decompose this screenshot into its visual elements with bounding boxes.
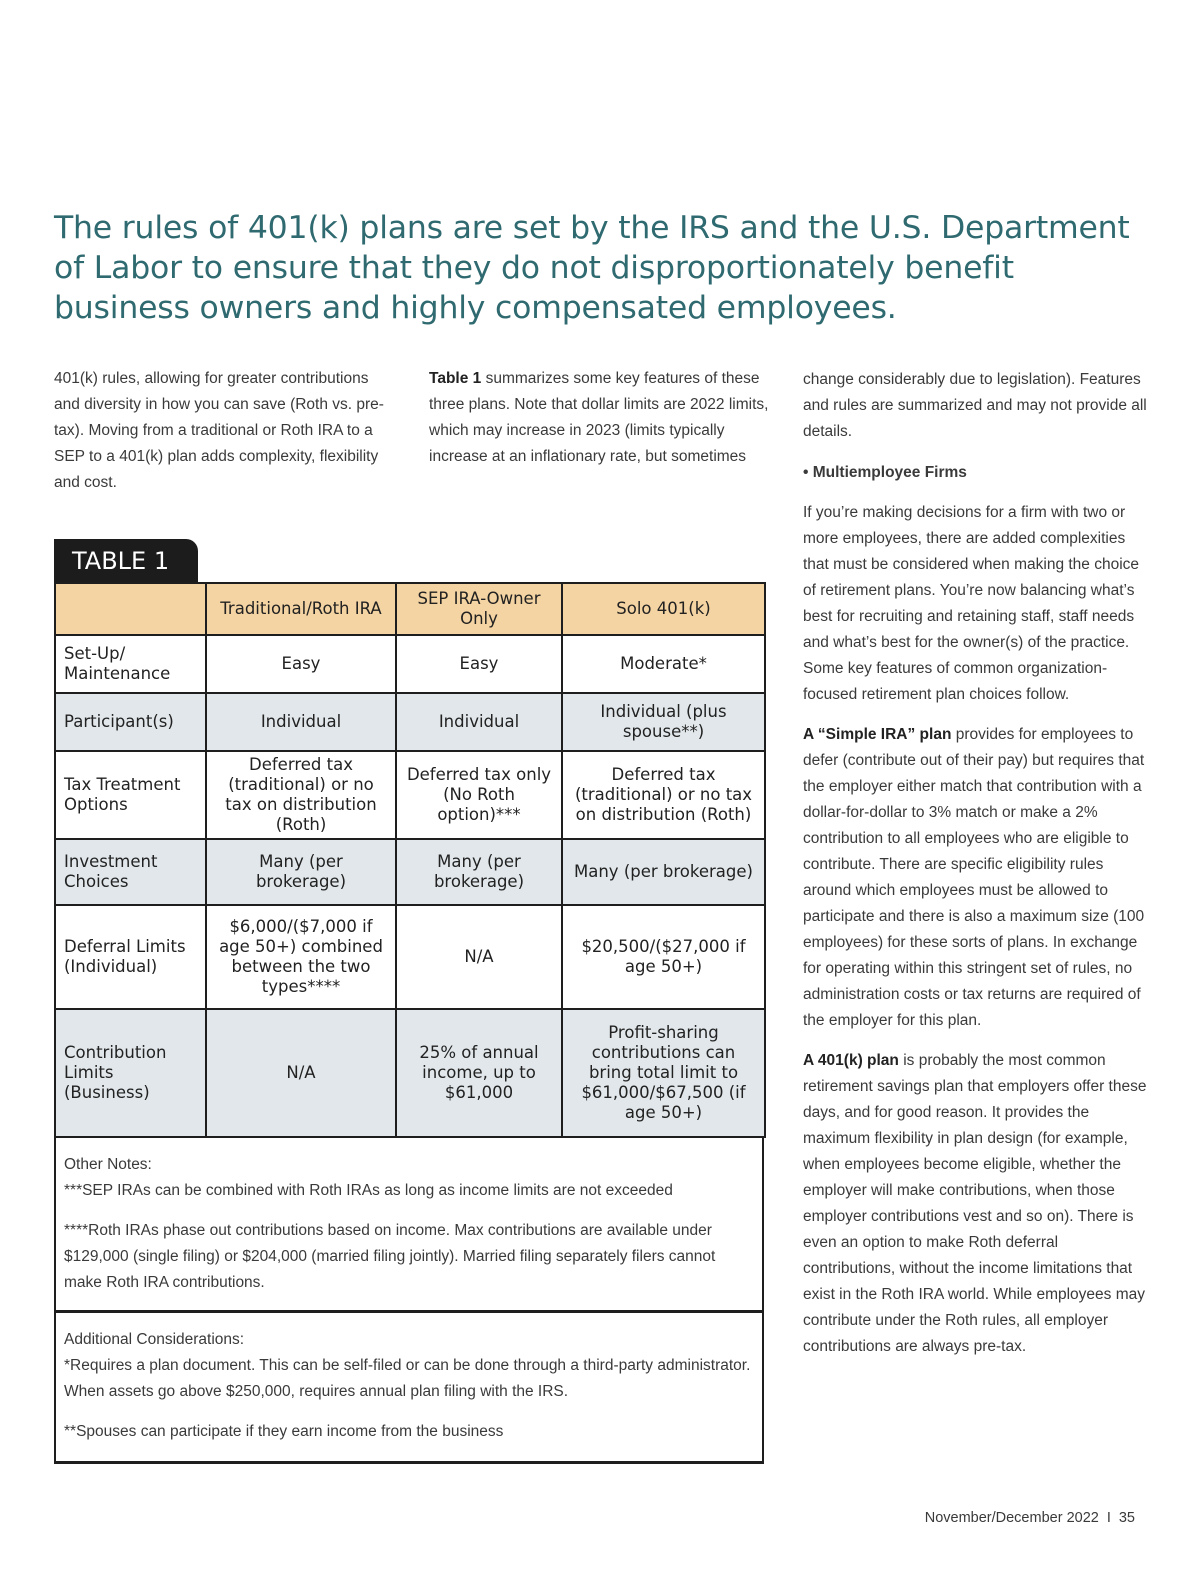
plans-table	[54, 582, 766, 1138]
401k-term: A 401(k) plan	[803, 1052, 899, 1069]
table-cell: Many (per brokerage)	[206, 839, 396, 905]
table-cell: Deferred tax (traditional) or no tax on distribution (Roth)	[562, 751, 765, 839]
table-row	[55, 905, 765, 1009]
table-reference: Table 1	[429, 370, 482, 387]
note-roth-phaseout: ****Roth IRAs phase out contributions based on income. Max contributions are available under $129,000 (single filing) or $204,000 (married filing jointly). Married filing separately filers cannot make Roth IRA contributions.	[64, 1222, 716, 1291]
row-header: Set-Up/ Maintenance	[55, 635, 206, 693]
table-cell: $6,000/($7,000 if age 50+) combined between the two types****	[206, 905, 396, 1009]
table-cell: Many (per brokerage)	[396, 839, 562, 905]
headline: The rules of 401(k) plans are set by the IRS and the U.S. Department of Labor to ensure that they do not disproportionately benefit business owners and highly compensated employees.	[54, 210, 1130, 326]
table-row	[55, 839, 765, 905]
table-cell: Deferred tax (traditional) or no tax on distribution (Roth)	[206, 751, 396, 839]
table-cell: Individual	[206, 693, 396, 751]
body-column-2	[429, 366, 769, 470]
simple-ira-term: A “Simple IRA” plan	[803, 726, 952, 743]
note-spouses: **Spouses can participate if they earn income from the business	[64, 1423, 504, 1440]
column-2-paragraph	[429, 366, 769, 470]
section-bullet	[803, 460, 1148, 486]
table-cell: Easy	[206, 635, 396, 693]
table-cell: Individual	[396, 693, 562, 751]
page-footer	[925, 1510, 1135, 1526]
row-header: Tax Treatment Options	[55, 751, 206, 839]
table-cell: Profit-sharing contributions can bring total limit to $61,000/$67,500 (if age 50+)	[562, 1009, 765, 1137]
note-plan-document: *Requires a plan document. This can be self-filed or can be done through a third-party administrator. When assets go above $250,000, requires annual plan filing with the IRS.	[64, 1357, 751, 1400]
table-header-cell: SEP IRA-Owner Only	[396, 583, 562, 635]
page-number: 35	[1118, 1510, 1135, 1526]
column-3-p1: change considerably due to legislation). Features and rules are summarized and may not provide all details.	[803, 371, 1147, 440]
401k-text: is probably the most common retirement savings plan that employers offer these days, and for good reason. It provides the maximum flexibility in plan design (for example, when employees become eligible, whether the employer will make contributions, when those employer contributions vest and so on). There is even an option to make Roth deferral contributions, without the income limitations that exist in the Roth IRA world. While employees may contribute under the Roth rules, all employer contributions are always pre-tax.	[803, 1052, 1147, 1355]
table-header-cell	[55, 583, 206, 635]
table-cell: Easy	[396, 635, 562, 693]
table-header-cell: Solo 401(k)	[562, 583, 765, 635]
column-2-text: summarizes some key features of these three plans. Note that dollar limits are 2022 limits, which may increase in 2023 (limits typically increase at an inflationary rate, but sometimes	[429, 370, 769, 465]
row-header: Investment Choices	[55, 839, 206, 905]
additional-considerations	[54, 1313, 764, 1464]
table-header-row	[55, 583, 765, 635]
table-cell: Deferred tax only (No Roth option)***	[396, 751, 562, 839]
401k-paragraph	[803, 1048, 1148, 1360]
section-heading: Multiemployee Firms	[812, 464, 967, 481]
table-cell: Individual (plus spouse**)	[562, 693, 765, 751]
table-cell: Moderate*	[562, 635, 765, 693]
simple-ira-paragraph	[803, 722, 1148, 1034]
table-cell: $20,500/($27,000 if age 50+)	[562, 905, 765, 1009]
bullet-dot-icon: •	[803, 464, 813, 481]
table-row	[55, 635, 765, 693]
column-3-p2: If you’re making decisions for a firm with two or more employees, there are added complexities that must be considered when making the choice of retirement plans. You’re now balancing what’s best for recruiting and retaining staff, staff needs and what’s best for the owner(s) of the practice. Some key features of common organization-focused retirement plan choices follow.	[803, 504, 1140, 703]
simple-ira-text: provides for employees to defer (contribute out of their pay) but requires that the employer either match that contribution with a dollar-for-dollar to 3% match or make a 2% contribution to all employees who are eligible to contribute. There are specific eligibility rules around which employees must be allowed to participate and there is also a maximum size (100 employees) for these sorts of plans. In exchange for operating within this stringent set of rules, no administration costs or tax returns are required of the employer for this plan.	[803, 726, 1145, 1029]
table-header-cell: Traditional/Roth IRA	[206, 583, 396, 635]
table-label: TABLE 1	[54, 539, 198, 583]
column-1-text: 401(k) rules, allowing for greater contributions and diversity in how you can save (Roth vs. pre-tax). Moving from a traditional or Roth IRA to a SEP to a 401(k) plan adds complexity, flexibility and cost.	[54, 370, 384, 491]
body-column-3	[803, 367, 1148, 1360]
other-notes	[54, 1136, 764, 1313]
other-notes-title: Other Notes:	[64, 1156, 152, 1173]
footer-separator: I	[1106, 1510, 1111, 1526]
table-row	[55, 751, 765, 839]
table-row	[55, 693, 765, 751]
table-cell: N/A	[206, 1009, 396, 1137]
issue-date: November/December 2022	[924, 1510, 1099, 1526]
table-cell: Many (per brokerage)	[562, 839, 765, 905]
row-header: Deferral Limits (Individual)	[55, 905, 206, 1009]
note-sep-roth: ***SEP IRAs can be combined with Roth IRAs as long as income limits are not exceeded	[64, 1182, 673, 1199]
row-header: Participant(s)	[55, 693, 206, 751]
table-cell: N/A	[396, 905, 562, 1009]
table-row	[55, 1009, 765, 1137]
body-column-1	[54, 366, 394, 496]
additional-title: Additional Considerations:	[64, 1331, 245, 1348]
row-header: Contribution Limits (Business)	[55, 1009, 206, 1137]
table-cell: 25% of annual income, up to $61,000	[396, 1009, 562, 1137]
